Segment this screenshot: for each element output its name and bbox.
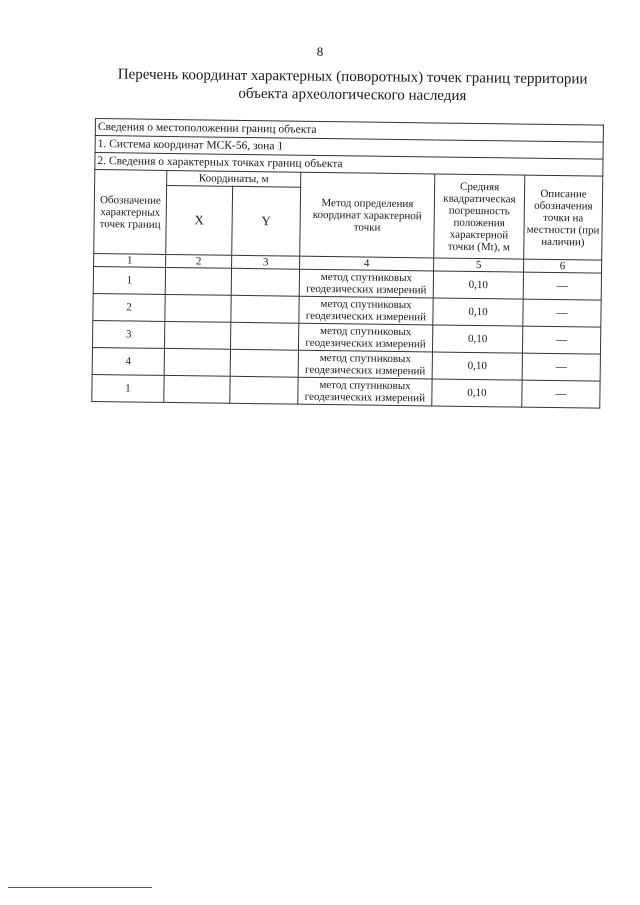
cell-method: метод спутниковых геодезических измерений (298, 323, 432, 352)
cell-y (231, 295, 299, 323)
column-number: 2 (166, 254, 232, 268)
cell-y (230, 376, 298, 404)
cell-error: 0,10 (432, 379, 522, 407)
cell-x (164, 321, 230, 349)
footer-divider (8, 887, 152, 888)
cell-method: метод спутниковых геодезических измерений (298, 377, 432, 406)
column-number: 6 (524, 259, 602, 273)
cell-x (164, 375, 230, 403)
cell-point: 1 (92, 374, 164, 402)
cell-point: 4 (92, 347, 164, 375)
column-number: 3 (232, 255, 300, 269)
header-y: Y (232, 186, 301, 256)
cell-method: метод спутниковых геодезических измерений (299, 296, 433, 325)
section-points-info: 2. Сведения о характерных точках границ объекта (95, 153, 603, 177)
cell-description: — (523, 299, 601, 327)
column-number: 4 (300, 256, 434, 271)
column-number: 5 (434, 258, 524, 272)
cell-error: 0,10 (432, 325, 522, 353)
document-title: Перечень координат характерных (поворотных) точек границ территории объекта археологического наследия (117, 66, 588, 105)
cell-method: метод спутниковых геодезических измерений (298, 350, 432, 379)
coordinates-table (91, 118, 604, 409)
cell-method: метод спутниковых геодезических измерений (299, 269, 433, 298)
cell-point: 3 (92, 320, 164, 348)
cell-x (164, 348, 230, 376)
cell-y (230, 349, 298, 377)
cell-description: — (522, 353, 600, 381)
cell-error: 0,10 (432, 352, 522, 380)
cell-x (165, 267, 231, 295)
header-method: Метод определения координат характерной точки (300, 172, 435, 258)
header-point: Обозначение характерных точек границ (94, 170, 167, 255)
cell-y (230, 322, 298, 350)
cell-x (165, 294, 231, 322)
header-description: Описание обозначения точки на местности (при наличии) (524, 175, 603, 260)
coordinates-table-container (91, 118, 603, 409)
cell-point: 1 (93, 266, 165, 294)
cell-error: 0,10 (433, 298, 523, 326)
header-x: X (166, 185, 233, 255)
section-location-info: Сведения о местоположении границ объекта (95, 119, 603, 143)
cell-error: 0,10 (433, 271, 523, 299)
cell-point: 2 (93, 293, 165, 321)
cell-description: — (522, 326, 600, 354)
cell-y (231, 268, 299, 296)
header-error: Средняя квадратическая погрешность положения характерной точки (Mt), м (434, 174, 525, 259)
cell-description: — (523, 272, 601, 300)
section-coordinate-system: 1. Система координат МСК-56, зона 1 (95, 136, 603, 160)
header-coordinates: Координаты, м (167, 170, 301, 187)
cell-description: — (522, 380, 600, 408)
column-number: 1 (94, 253, 166, 267)
table-row (92, 374, 600, 408)
page-number: 8 (316, 44, 324, 59)
